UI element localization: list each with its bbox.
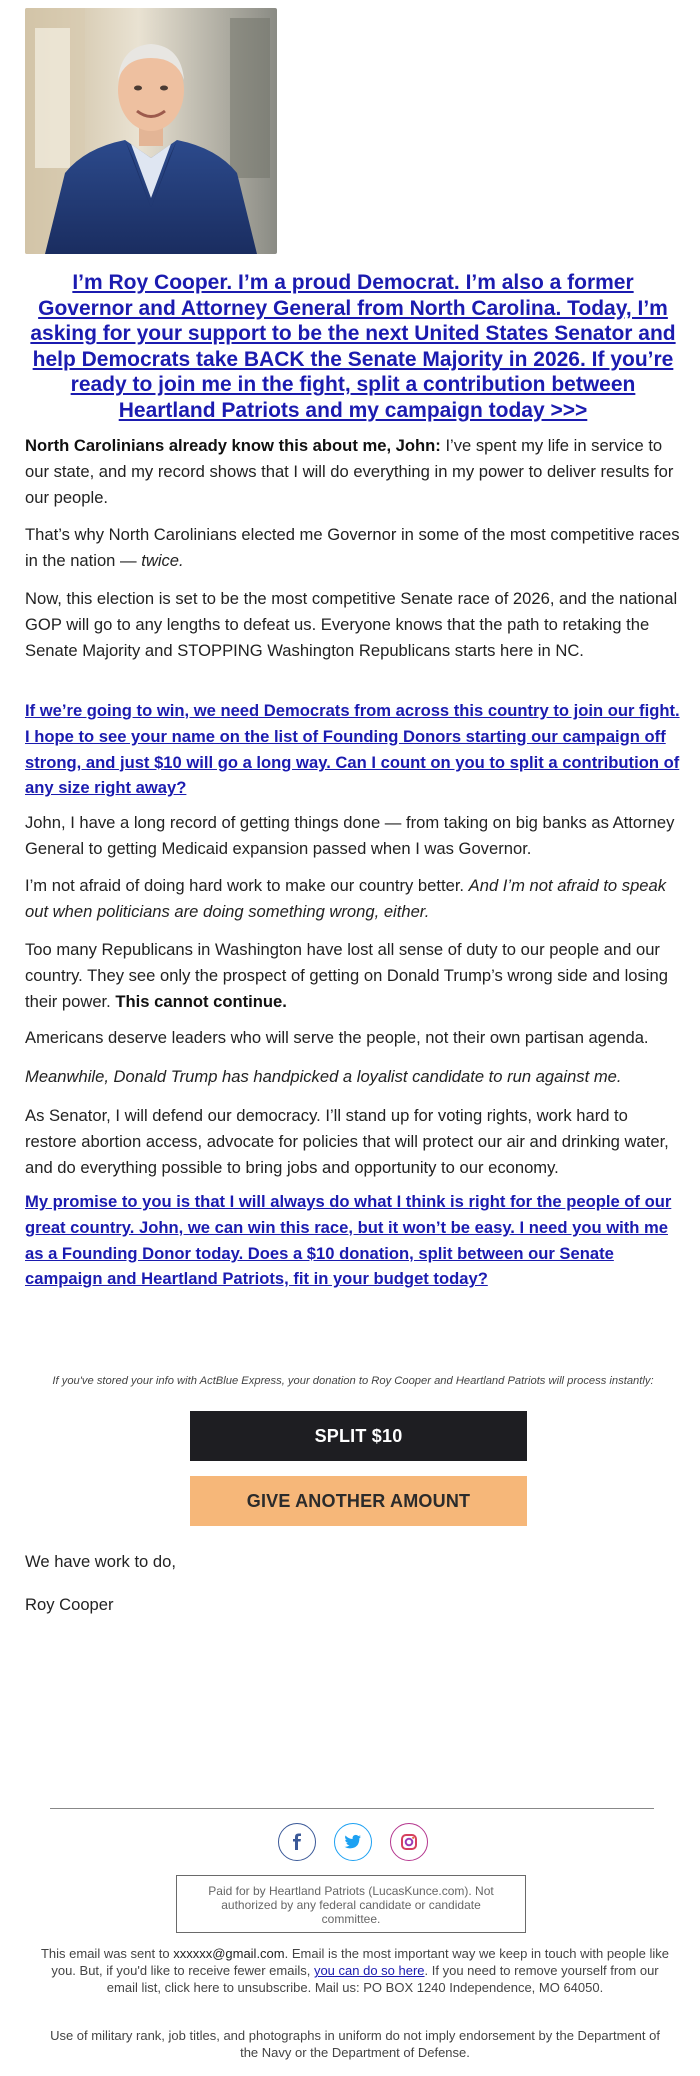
facebook-icon[interactable] — [278, 1823, 316, 1861]
instagram-icon[interactable] — [390, 1823, 428, 1861]
twitter-icon[interactable] — [334, 1823, 372, 1861]
paragraph-republicans — [25, 937, 681, 1014]
signature: Roy Cooper — [25, 1595, 114, 1614]
paragraph-election: Now, this election is set to be the most competitive Senate race of 2026, and the national GOP will go to any lengths to defeat us. Everyone knows that the path to retaking the Senate Majority and STOPPING Washington Republicans starts here in NC. — [25, 589, 678, 660]
republicans-text: Too many Republicans in Washington have lost all sense of duty to our people and our country. They see only the prospect of getting on Donald Trump’s wrong side and losing their power. — [25, 940, 668, 1011]
split-10-button[interactable]: SPLIT $10 — [190, 1411, 527, 1461]
recipient-email: xxxxxx@gmail.com — [173, 1946, 285, 1961]
paragraph-record: John, I have a long record of getting things done — from taking on big banks as Attorney General to getting Medicaid expansion passed when I was Governor. — [25, 813, 675, 858]
governor-italic: twice. — [141, 550, 184, 570]
donate-link-2[interactable]: My promise to you is that I will always do what I think is right for the people of our great country. John, we can win this race, but it won’t be easy. I need you with me as a Founding Donor today. Does a $10 donation, split between our Senate campaign and Heartland Patriots, fit in your budget today? — [25, 1192, 672, 1289]
hero-photo — [25, 8, 277, 254]
donate-link-1[interactable]: If we’re going to win, we need Democrats from across this country to join our fight. I hope to see your name on the list of Founding Donors starting our campaign off strong, and just $10 will go a long way. Can I count on you to split a contribution of any size right away? — [25, 701, 680, 798]
paragraph-leaders: Americans deserve leaders who will serve the people, not their own partisan agenda. — [25, 1028, 649, 1047]
paragraph-trump: Meanwhile, Donald Trump has handpicked a loyalist candidate to run against me. — [25, 1067, 622, 1086]
governor-text: That’s why North Carolinians elected me Governor in some of the most competitive races in the nation — — [25, 525, 680, 570]
paragraph-not-afraid — [25, 873, 681, 925]
footer-divider — [50, 1808, 654, 1809]
sent-pre: This email was sent to — [40, 1946, 174, 1961]
sent-mid: . Email is the most important way we keep in touch with people like you. But, if you'd like to receive fewer emails, — [51, 1946, 670, 1979]
intro-text: I’ve spent my life in service to our state, and my record shows that I will do everything in my power to deliver results for our people. — [25, 436, 674, 507]
republicans-bold: This cannot continue. — [115, 991, 287, 1011]
paid-for-disclaimer: Paid for by Heartland Patriots (LucasKunce.com). Not authorized by any federal candidate or candidate committee. — [176, 1875, 526, 1933]
footer-sent-to — [40, 1945, 670, 1997]
intro-bold: North Carolinians already know this about me, John: — [25, 436, 441, 455]
portrait-illustration — [25, 8, 277, 254]
paragraph-intro — [25, 433, 681, 510]
actblue-express-note: If you've stored your info with ActBlue Express, your donation to Roy Cooper and Heartland Patriots will process instantly: — [52, 1375, 654, 1387]
footer-military-disclaimer: Use of military rank, job titles, and photographs in uniform do not imply endorsement by the Department of the Navy or the Department of Defense. — [50, 2028, 660, 2061]
not-afraid-text: I’m not afraid of doing hard work to make our country better. — [25, 876, 469, 895]
not-afraid-italic: And I’m not afraid to speak out when politicians are doing something wrong, either. — [25, 876, 667, 921]
sent-post: . If you need to remove yourself from our email list, click here to unsubscribe. Mail us: PO BOX 1240 Independence, MO 64050. — [106, 1963, 659, 1996]
fewer-emails-link[interactable]: you can do so here — [313, 1963, 425, 1979]
paragraph-senator: As Senator, I will defend our democracy. I’ll stand up for voting rights, work hard to restore abortion access, advocate for policies that will protect our air and drinking water, and do everything possible to bring jobs and opportunity to our economy. — [25, 1106, 669, 1177]
paragraph-governor — [25, 522, 681, 574]
headline-link[interactable]: I’m Roy Cooper. I’m a proud Democrat. I’m also a former Governor and Attorney General from North Carolina. Today, I’m asking for your support to be the next United States Senator and help Democrats take BACK the Senate Majority in 2026. If you’re ready to join me in the fight, split a contribution between Heartland Patriots and my campaign today >>> — [30, 271, 676, 422]
signoff: We have work to do, — [25, 1552, 176, 1571]
give-another-amount-button[interactable]: GIVE ANOTHER AMOUNT — [190, 1476, 527, 1526]
